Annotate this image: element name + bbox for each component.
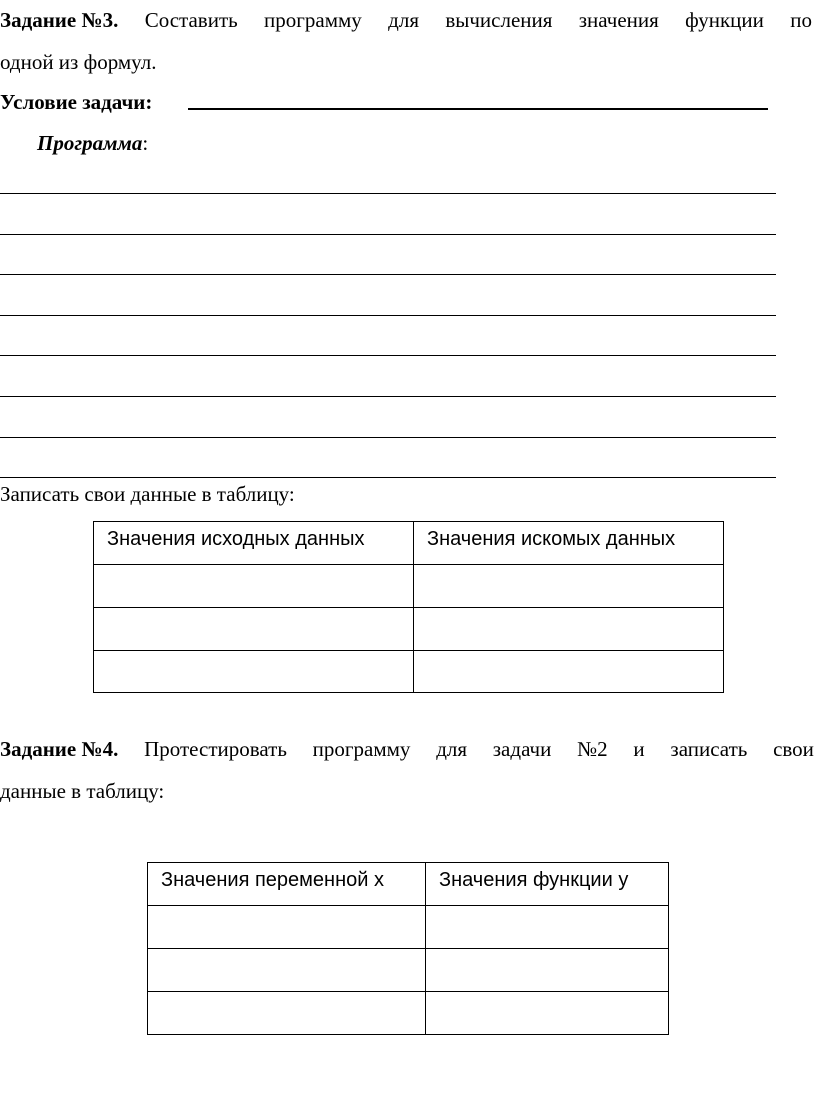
writing-line (0, 355, 776, 356)
table-cell[interactable] (148, 992, 426, 1035)
table-cell[interactable] (426, 992, 669, 1035)
table-cell[interactable] (414, 608, 724, 651)
table-row (94, 651, 724, 693)
table-row (148, 992, 669, 1035)
condition-underline (188, 108, 768, 110)
task4-word: Протестировать (144, 737, 287, 761)
writing-line (0, 477, 776, 478)
task4-label: Задание №4. (0, 737, 119, 761)
table-row (94, 608, 724, 651)
writing-line (0, 315, 776, 316)
table-row (94, 565, 724, 608)
program-label-text: Программа (37, 131, 143, 155)
program-label-colon: : (142, 131, 149, 155)
program-label (37, 131, 148, 156)
table-cell[interactable] (148, 906, 426, 949)
table-header-row (94, 522, 724, 565)
table-row (148, 949, 669, 992)
table-cell[interactable] (426, 906, 669, 949)
table-header-cell: Значения исходных данных (94, 522, 414, 565)
table-cell[interactable] (94, 651, 414, 693)
task4-word: свои (773, 737, 814, 761)
table-cell[interactable] (94, 608, 414, 651)
condition-label: Условие задачи: (0, 90, 153, 114)
task3-word: значения (578, 8, 659, 32)
table-header-cell: Значения искомых данных (414, 522, 724, 565)
table-header-cell: Значения переменной x (148, 863, 426, 906)
task4-data-table (147, 862, 669, 1035)
table-row (148, 906, 669, 949)
task3-word: по (790, 8, 812, 32)
task4-word: для (436, 737, 468, 761)
task3-word: вычисления (445, 8, 553, 32)
task3-word: функции (685, 8, 764, 32)
table-header-row (148, 863, 669, 906)
task3-word: программу (264, 8, 362, 32)
table-header-cell: Значения функции y (426, 863, 669, 906)
writing-line (0, 274, 776, 275)
task4-word: и (633, 737, 645, 761)
table-cell[interactable] (414, 651, 724, 693)
task3-word: для (388, 8, 419, 32)
task4-heading-continuation: данные в таблицу: (0, 779, 165, 803)
task4-word: программу (312, 737, 411, 761)
writing-line (0, 193, 776, 194)
task3-heading-line (0, 8, 812, 33)
task3-word: Составить (144, 8, 238, 32)
table-cell[interactable] (148, 949, 426, 992)
writing-line (0, 437, 776, 438)
task4-heading-line (0, 737, 814, 762)
task3-label: Задание №3. (0, 8, 119, 32)
task3-data-table (93, 521, 724, 693)
task3-record-instruction: Записать свои данные в таблицу: (0, 482, 295, 506)
writing-line (0, 396, 776, 397)
task4-word: записать (670, 737, 748, 761)
table-cell[interactable] (414, 565, 724, 608)
table-cell[interactable] (94, 565, 414, 608)
task4-word: №2 (577, 737, 608, 761)
task4-word: задачи (492, 737, 552, 761)
table-cell[interactable] (426, 949, 669, 992)
writing-line (0, 234, 776, 235)
task3-heading-continuation: одной из формул. (0, 50, 157, 74)
